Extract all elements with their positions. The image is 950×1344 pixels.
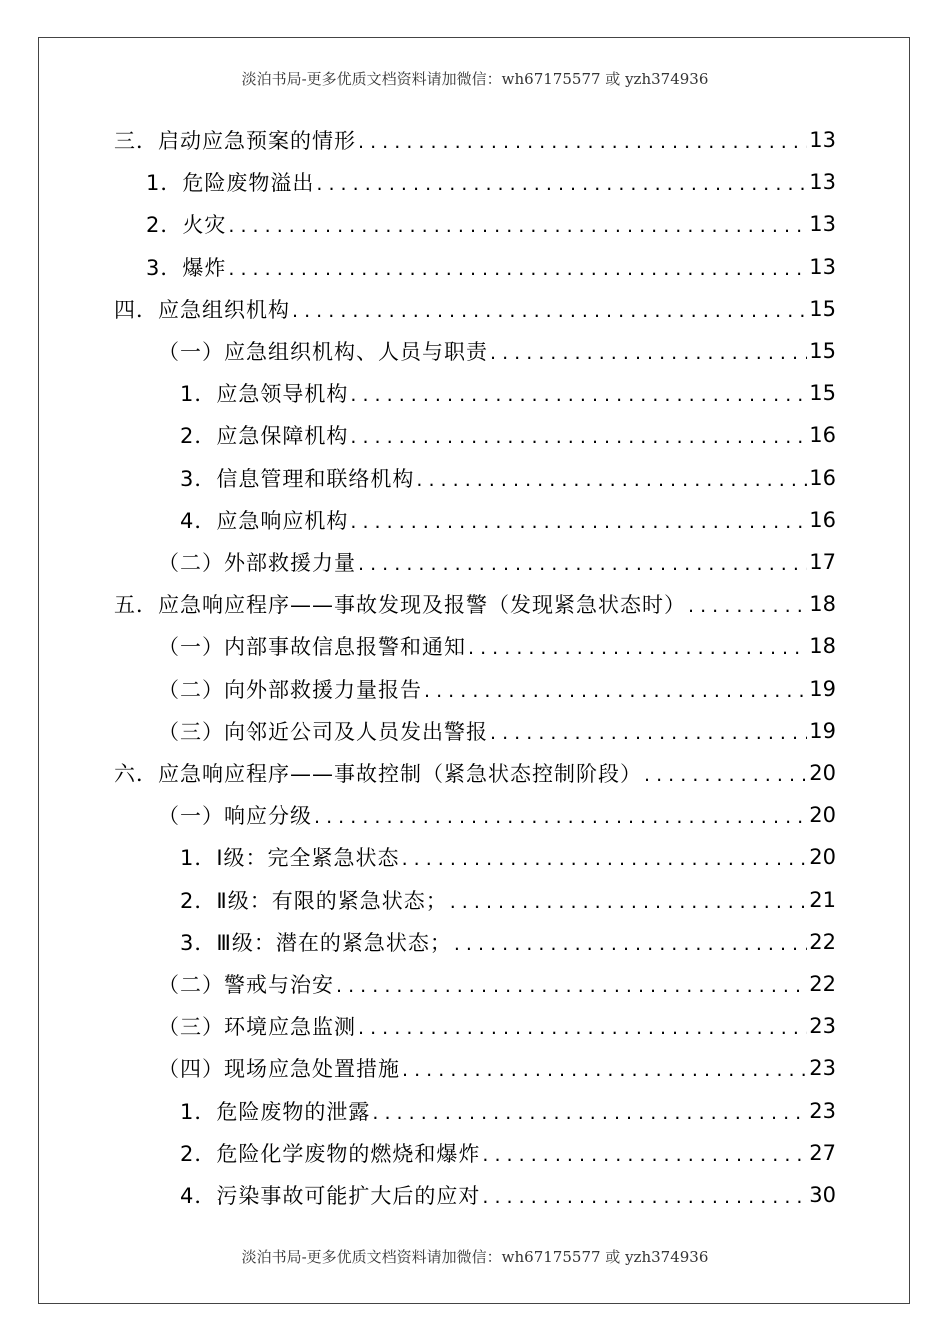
toc-entry[interactable] — [158, 541, 836, 583]
toc-entry-title: 2．危险化学废物的燃烧和爆炸 — [180, 1141, 481, 1166]
toc-entry-page: 20 — [809, 761, 836, 785]
footer-watermark: 淡泊书局-更多优质文档资料请加微信：wh67175577 或 yzh374936 — [241, 1248, 709, 1266]
toc-entry[interactable] — [180, 1174, 836, 1216]
toc-entry-title: （二）向外部救援力量报告 — [158, 677, 422, 702]
toc-entry-page: 22 — [809, 929, 836, 954]
toc-entry-page: 21 — [809, 887, 836, 912]
toc-entry-page: 18 — [809, 634, 836, 659]
toc-entry-title: 3．信息管理和联络机构 — [180, 466, 415, 491]
toc-leader-dots — [228, 215, 807, 245]
header-watermark: 淡泊书局-更多优质文档资料请加微信：wh67175577 或 yzh374936 — [241, 70, 709, 88]
toc-entry[interactable] — [158, 794, 836, 836]
toc-entry[interactable] — [158, 1005, 836, 1047]
toc-entry[interactable] — [114, 119, 836, 161]
toc-leader-dots — [454, 933, 807, 963]
toc-leader-dots — [688, 595, 807, 625]
toc-entry[interactable] — [180, 921, 836, 963]
toc-entry[interactable] — [158, 710, 836, 752]
toc-entry-title: 2．火灾 — [146, 213, 227, 238]
toc-leader-dots — [490, 722, 807, 752]
toc-entry-page: 15 — [809, 296, 836, 321]
toc-entry-page: 20 — [809, 803, 836, 828]
toc-entry-title: 4．污染事故可能扩大后的应对 — [180, 1184, 481, 1208]
toc-entry-page: 13 — [809, 128, 836, 152]
toc-leader-dots — [316, 173, 807, 203]
toc-leader-dots — [482, 1186, 807, 1216]
toc-entry-title: 1．应急领导机构 — [180, 382, 349, 407]
toc-entry-page: 13 — [809, 254, 836, 279]
toc-leader-dots — [358, 1017, 807, 1047]
toc-entry[interactable] — [180, 1132, 836, 1174]
toc-entry-page: 27 — [809, 1140, 836, 1165]
toc-entry-page: 20 — [809, 845, 836, 870]
toc-entry[interactable] — [180, 372, 836, 414]
toc-entry-page: 19 — [809, 676, 836, 701]
toc-entry-page: 15 — [809, 381, 836, 406]
toc-entry-title: 1．危险废物的泄露 — [180, 1099, 371, 1124]
toc-entry-page: 23 — [809, 1014, 836, 1039]
toc-entry-page: 16 — [809, 465, 836, 490]
toc-entry-title: （二）外部救援力量 — [158, 551, 356, 575]
toc-entry-title: （一）响应分级 — [158, 804, 312, 829]
toc-entry[interactable] — [180, 836, 836, 878]
toc-leader-dots — [402, 1059, 807, 1089]
toc-leader-dots — [358, 553, 807, 583]
toc-entry-title: （四）现场应急处置措施 — [158, 1057, 400, 1082]
toc-entry-title: 4．应急响应机构 — [180, 508, 349, 533]
toc-entry[interactable] — [158, 963, 836, 1005]
toc-entry[interactable] — [146, 203, 836, 245]
toc-entry-page: 16 — [809, 507, 836, 532]
toc-entry-page: 22 — [809, 972, 836, 996]
toc-entry-page: 17 — [809, 550, 836, 574]
toc-leader-dots — [468, 637, 807, 667]
toc-leader-dots — [644, 764, 807, 794]
toc-leader-dots — [358, 131, 807, 161]
toc-entry[interactable] — [180, 499, 836, 541]
toc-entry-page: 16 — [809, 423, 836, 448]
toc-entry-page: 13 — [809, 170, 836, 195]
toc-entry-page: 23 — [809, 1098, 836, 1123]
toc-entry-title: （一）应急组织机构、人员与职责 — [158, 340, 488, 364]
toc-leader-dots — [228, 258, 807, 288]
toc-entry-page: 23 — [809, 1056, 836, 1081]
toc-entry[interactable] — [114, 752, 836, 794]
toc-entry-page: 18 — [809, 592, 836, 617]
toc-leader-dots — [372, 1102, 807, 1132]
toc-entry[interactable] — [158, 625, 836, 667]
toc-entry[interactable] — [180, 1090, 836, 1132]
toc-entry[interactable] — [158, 668, 836, 710]
toc-entry-title: 2．Ⅱ级：有限的紧急状态； — [180, 888, 448, 913]
toc-entry-page: 15 — [809, 339, 836, 363]
toc-leader-dots — [424, 680, 807, 710]
toc-entry-page: 30 — [809, 1183, 836, 1207]
toc-entry[interactable] — [146, 246, 836, 288]
toc-entry-page: 19 — [809, 718, 836, 743]
toc-leader-dots — [292, 300, 807, 330]
toc-leader-dots — [350, 384, 807, 414]
toc-leader-dots — [350, 511, 807, 541]
toc-entry-title: （二）警戒与治安 — [158, 973, 334, 997]
toc-leader-dots — [450, 891, 808, 921]
toc-entry[interactable] — [180, 879, 836, 921]
toc-entry-title: 2．应急保障机构 — [180, 424, 349, 449]
toc-entry-title: 1．Ⅰ级：完全紧急状态 — [180, 846, 400, 871]
toc-leader-dots — [314, 806, 807, 836]
toc-entry-title: 1．危险废物溢出 — [146, 171, 315, 196]
toc-entry-title: （一）内部事故信息报警和通知 — [158, 635, 466, 660]
toc-entry-page: 13 — [809, 212, 836, 237]
toc-entry[interactable] — [114, 583, 836, 625]
toc-entry[interactable] — [158, 1047, 836, 1089]
toc-entry[interactable] — [180, 414, 836, 456]
toc-entry-title: （三）向邻近公司及人员发出警报 — [158, 719, 488, 744]
toc-leader-dots — [402, 848, 808, 878]
toc-entry[interactable] — [146, 161, 836, 203]
toc-leader-dots — [350, 426, 807, 456]
toc-entry-title: 四．应急组织机构 — [114, 297, 290, 322]
toc-entry[interactable] — [114, 288, 836, 330]
toc-entry-title: 六．应急响应程序——事故控制（紧急状态控制阶段） — [114, 762, 642, 786]
toc-entry[interactable] — [180, 457, 836, 499]
toc-entry-title: 3．爆炸 — [146, 255, 227, 280]
toc-entry-title: 三．启动应急预案的情形 — [114, 129, 356, 153]
toc-entry[interactable] — [158, 330, 836, 372]
toc-entry-title: 3．Ⅲ级：潜在的紧急状态； — [180, 930, 452, 955]
toc-leader-dots — [336, 975, 807, 1005]
toc-entry-title: （三）环境应急监测 — [158, 1015, 356, 1040]
toc-leader-dots — [416, 469, 807, 499]
toc-leader-dots — [482, 1144, 807, 1174]
toc-entry-title: 五．应急响应程序——事故发现及报警（发现紧急状态时） — [114, 593, 686, 618]
toc-leader-dots — [490, 342, 807, 372]
